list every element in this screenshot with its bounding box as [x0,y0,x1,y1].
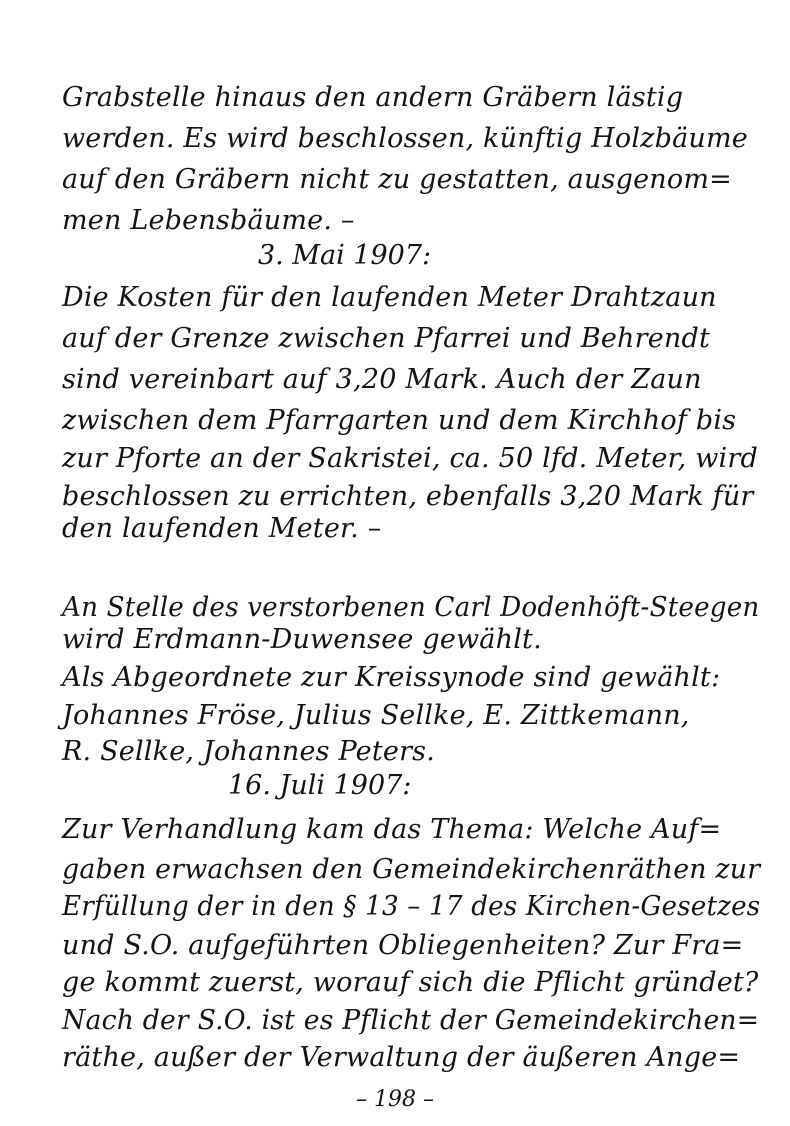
text-line: wird Erdmann-Duwensee gewählt. [62,624,542,655]
text-line: Die Kosten für den laufenden Meter Drahtzaun [62,282,717,313]
text-line: men Lebensbäume. – [62,205,355,236]
text-line: Zur Verhandlung kam das Thema: Welche Auf= [62,814,722,845]
text-line: den laufenden Meter. – [62,513,382,544]
text-line: sind vereinbart auf 3,20 Mark. Auch der Zaun [62,364,702,395]
text-line: werden. Es wird beschlossen, künftig Holzbäume [62,123,748,154]
date-heading: 16. Juli 1907: [228,770,412,801]
text-line: Nach der S.O. ist es Pflicht der Gemeindekirchen= [62,1005,760,1036]
text-line: zur Pforte an der Sakristei, ca. 50 lfd. Meter, wird [62,443,758,474]
text-line: R. Sellke, Johannes Peters. [62,736,436,767]
text-line: Als Abgeordnete zur Kreissynode sind gewählt: [62,662,721,693]
text-line: Grabstelle hinaus den andern Gräbern lästig [62,82,684,113]
text-line: An Stelle des verstorbenen Carl Dodenhöft-Steegen [62,592,760,623]
text-line: auf der Grenze zwischen Pfarrei und Behrendt [62,323,711,354]
date-heading: 3. Mai 1907: [258,240,432,271]
page-number: – 198 – [356,1087,434,1112]
text-line: beschlossen zu errichten, ebenfalls 3,20 Mark für [62,481,754,512]
text-line: gaben erwachsen den Gemeindekirchenräthen zur [62,854,761,885]
text-line: auf den Gräbern nicht zu gestatten, ausgenom= [62,164,732,195]
text-line: und S.O. aufgeführten Obliegenheiten? Zur Fra= [62,930,744,961]
text-line: zwischen dem Pfarrgarten und dem Kirchhof bis [62,405,737,436]
text-line: ge kommt zuerst, worauf sich die Pflicht gründet? [62,967,759,998]
text-line: Johannes Fröse, Julius Sellke, E. Zittkemann, [62,700,690,731]
text-line: Erfüllung der in den § 13 – 17 des Kirchen-Gesetzes [62,891,761,922]
text-line: räthe, außer der Verwaltung der äußeren Ange= [62,1042,741,1073]
